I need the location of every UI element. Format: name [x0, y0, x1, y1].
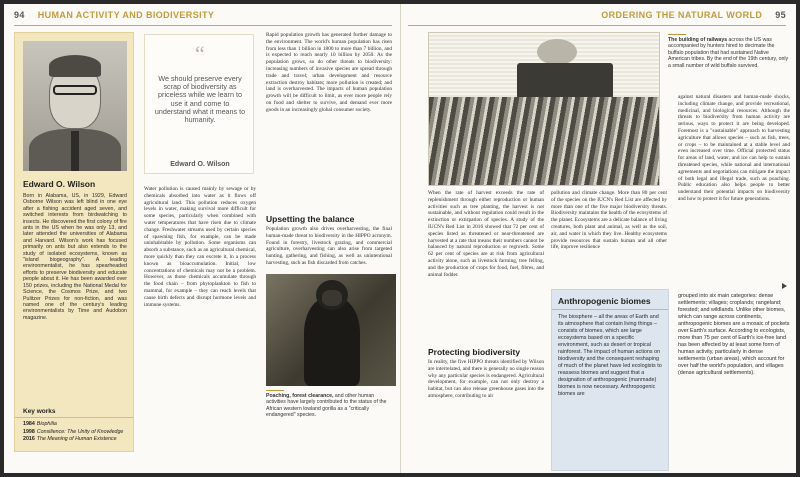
header-right — [601, 10, 786, 24]
page-number-right: 95 — [775, 10, 786, 20]
page-gutter — [400, 4, 401, 473]
header-rule-right — [408, 25, 786, 26]
gorilla-caption: Poaching, forest clearance, and other human activities have largely contributed to the status of the African western lowland gorilla as a "critically endangered" species. — [266, 393, 387, 419]
key-work-item: 2016 The Meaning of Human Existence — [23, 436, 117, 443]
quote-mark-icon: “ — [195, 41, 205, 66]
heading-protecting: Protecting biodiversity — [428, 347, 521, 357]
continue-arrow-icon — [782, 283, 787, 289]
key-work-item: 1998 Consilience: The Unity of Knowledge — [23, 428, 124, 435]
body-column-right: against natural disasters and human-made shocks, including climate change, and provide recreational, medicinal, and biological resources. Although the threats to biodiversity from human activity are serious, ways to protect it are being developed. Foremost is a "sustainable" approach to harvesting agriculture that allows species – such as fish, trees, or crops – to be maintained at a stable level and even increased over time. Official protected status for areas of land, water, and ice can help to sustain threatened species, while national and international agreements and negotiations can mitigate the impact of both legal and illegal trade, such as poaching. Public education also helps people to better understand their potential impacts on biodiversity and how to protect it for future generations. — [678, 94, 790, 202]
railway-caption: The building of railways across the US was accompanied by hunters hired to decimate the buffalo population that had sustained Native American tribes. By the end of the 19th century, only a small number of wild buffalo survived. — [668, 37, 789, 69]
chapter-title-right: ORDERING THE NATURAL WORLD — [601, 10, 763, 20]
book-spread — [4, 4, 796, 473]
gorilla-photo — [266, 274, 396, 386]
heading-upsetting: Upsetting the balance — [266, 214, 355, 224]
biomes-heading: Anthropogenic biomes — [558, 296, 651, 306]
header-rule-left — [14, 25, 392, 26]
quote-text: We should preserve every scrap of biodiversity as priceless while we learn to use it and come to understand what it means to humanity. — [154, 74, 246, 125]
portrait-photo — [23, 41, 127, 171]
body-column-protecting: In reality, the five HIPPO threats identified by Wilson are interrelated, and there is generally no single reason why any particular species is endangered. Agricultural development, for example, can not only destroy a habitat, but can also release greenhouse gases into the atmosphere, contributing to air — [428, 359, 544, 399]
body-column-water: Water pollution is caused mainly by sewage or by chemicals absorbed into water as it flows off agricultural land. This pollution reduces oxygen levels in water, making survival more difficult for some species, particularly when combined with water temperatures that have risen due to climate change. Freshwater streams used by certain species of spawning fish, for example, can be made uninhabitable by pollution. Some organisms can absorb a substance, such as an agricultural chemical, more quickly than they can excrete it, in a process known as bioaccumulation. Initial, low concentrations of chemicals may not be a problem. However, as those chemicals accumulate through the food chain – from phytoplankton to fish to mammal, for example – they can reach levels that cause birth defects and disrupt hormone levels and immune systems. — [144, 186, 256, 308]
biography-box — [14, 32, 134, 452]
pull-quote — [144, 34, 254, 174]
caption-bar — [668, 34, 686, 35]
key-works-divider — [15, 417, 133, 418]
biomes-text-continued: grouped into six main categories: dense settlements; villages; croplands; rangeland; forested; and wildlands. Unlike other biomes, which can range across continents, anthropogenic biomes are a mosaic of pockets over Earth's surface. According to ecologists, more than 75 per cent of Earth's ice-free land has been affected by at least some form of human activity, particularly in dense settlements (urban areas), which account for over half the world's population, and villages (dense agricultural settlements). — [678, 293, 790, 376]
railway-buffalo-illustration — [428, 32, 660, 186]
biography-text: Born in Alabama, US, in 1929, Edward Osborne Wilson was left blind in one eye after a fishing accident aged seven, and switched interests from birdwatching to insects. He discovered the first colony of fire ants in the US when he was only 13, and later attended the universities of Alabama and Harvard. Wilson's work has focused primarily on ants but also extends to the study of isolated ecosystems, known as "island biogeography". A leading environmentalist, he has spearheaded efforts to preserve biodiversity and educate people about it. He has been awarded over 150 prizes, including the National Medal for Science, the Cosmos Prize, and two Pulitzer Prizes for non-fiction, and was named one of the century's leading environmentalists by Time and Audobon magazine. — [23, 193, 127, 321]
key-works-list — [23, 421, 127, 444]
body-column-pollution: pollution and climate change. More than 80 per cent of the species on the IUCN's Red List are affected by more than one of the five major biodiversity threats. Biodiversity maintains the health of the ecosystems of the planet. Ecosystems are a delicate balance of living creatures, both plant and animal, as well as the soil, air, and water in which they live. Healthy ecosystems provide resources that sustain human and all other life, improve resilience — [551, 190, 667, 251]
page-number-left: 94 — [14, 10, 25, 20]
chapter-title-left: HUMAN ACTIVITY AND BIODIVERSITY — [37, 10, 215, 20]
biomes-text: The biosphere – all the areas of Earth and its atmosphere that contain living things – consists of biomes, which are large ecosystems based on a specific environment, such as desert or tropical rainforest. The impact of human actions on biodiversity and the consequent reshaping of much of the planet have led ecologists to reassess biomes and suggest that a designation of anthropogenic (manmade) biomes is now necessary. Anthropogenic biomes are — [558, 314, 662, 397]
header-left — [14, 10, 214, 24]
biomes-divider — [552, 309, 668, 310]
key-work-item: 1984 Biophilia — [23, 421, 57, 427]
body-column-upsetting: Population growth also drives overharvesting, the final human-made threat to biodiversity in the HIPPO acronym. Found in forestry, livestock grazing, and commercial agriculture, overharvesting can also arise from targeted hunting, gathering, and fishing, as well as unintentional harvesting, such as fish discarded from catches. — [266, 226, 392, 266]
caption-bar — [266, 390, 284, 391]
quote-author: Edward O. Wilson — [170, 161, 230, 168]
key-works-heading: Key works — [23, 408, 56, 415]
body-column-harvest: When the rate of harvest exceeds the rate of replenishment through either reproduction or human activities such as tree planting, the harvest is not sustainable, and without regulation could result in the extinction or extirpation of species. A study of the IUCN's Red List in 2016 showed that 72 per cent of species listed as threatened or near-threatened are harvested at a rate that means their numbers cannot be balanced by natural reproduction or regrowth. Some 62 per cent of species are at risk from agricultural activity alone, such as livestock farming, tree felling, and the production of crops for food, fuel, fibres, and animal fodder. — [428, 190, 544, 278]
body-column-population: Rapid population growth has generated further damage to the environment. The world's human population has risen from less than 1 billion in 1800 to more than 7 billion, and is expected to reach nearly 10 billion by 2050. As the population grows, so do other threats to biodiversity: increasing numbers of invasive species are spread through trade and travel; urban development and resource extraction destroy habitats; more pollution is created; and land is overharvested. The impacts of human population growth will be difficult to limit, as ever more people rely on food and shelter to survive, and demand ever more goods in an increasingly global consumer society. — [266, 32, 392, 113]
anthropogenic-biomes-box — [551, 289, 669, 471]
biography-name: Edward O. Wilson — [23, 179, 96, 189]
